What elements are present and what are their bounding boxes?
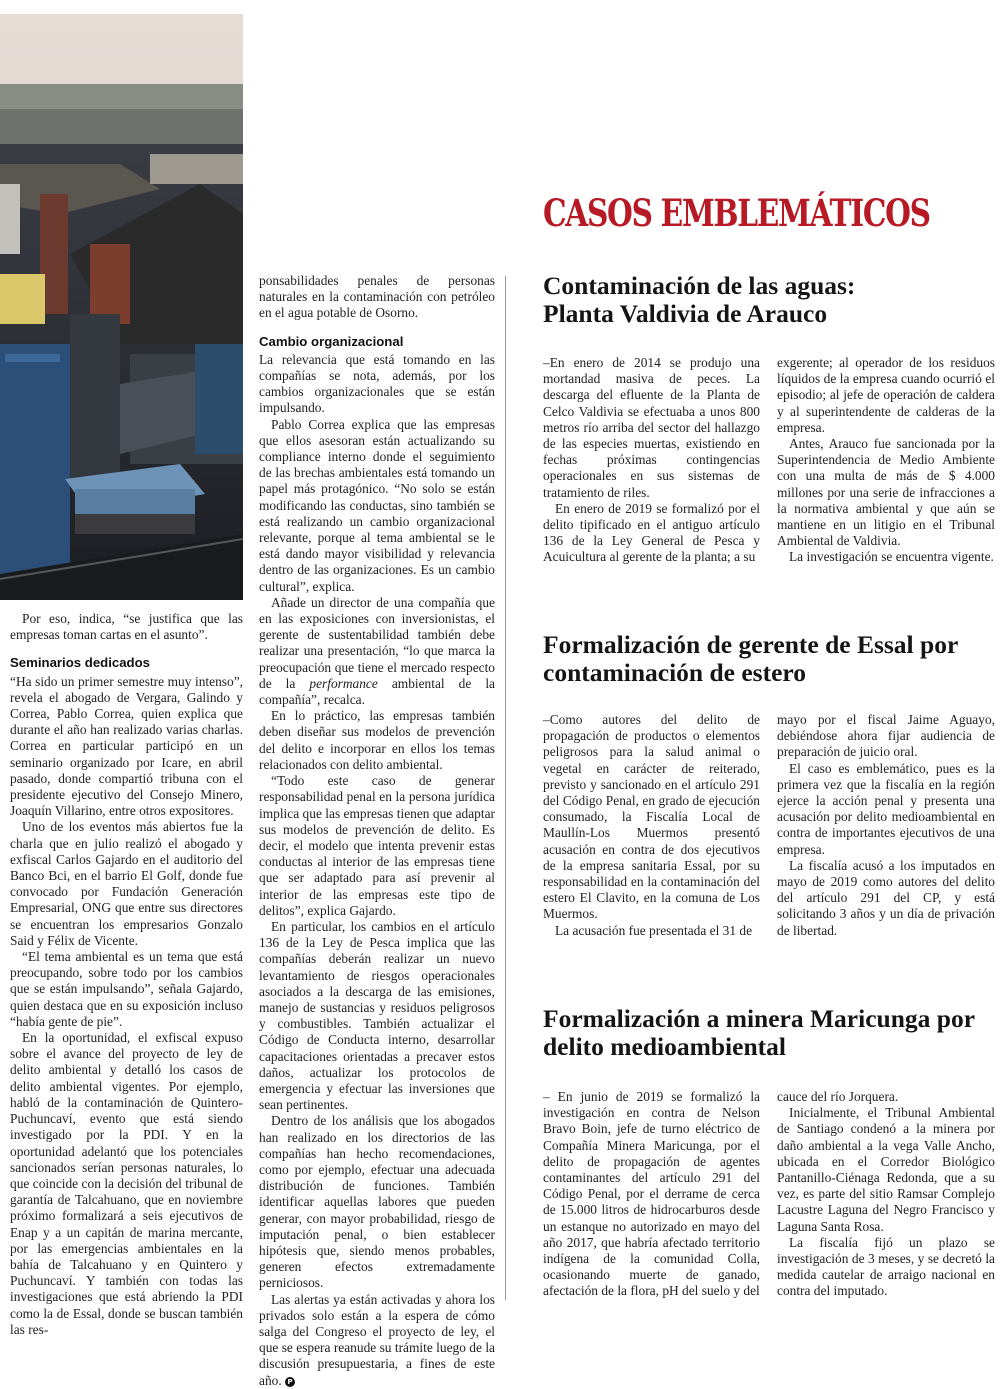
paragraph: Por eso, indica, “se justifica que las empresas toman cartas en el asunto”. (10, 611, 243, 643)
case-arauco-left-column (543, 355, 760, 566)
text-run: Añade un director de una compañía que en las exposiciones con inversionistas, el gerente de sustentabilidad también debe realizar una presentación, “lo que marca la preocupación que tiene el mercado respecto de la (259, 594, 495, 691)
column-divider (505, 276, 506, 1300)
end-mark-icon: P (285, 1377, 295, 1387)
article-column-2 (259, 273, 495, 1389)
paragraph: –En enero de 2014 se produjo una mortandad masiva de peces. La descarga del efluente de la Planta de Celco Valdivia se efectuaba a unos 800 metros río arriba del sector del hallazgo de las especies muertas, existiendo en fechas próximas contingencias operacionales en sus sistemas de tratamiento de riles. (543, 355, 760, 500)
paragraph: Antes, Arauco fue sancionada por la Superintendencia de Medio Ambiente con una multa de más de $ 4.000 millones por una serie de infracciones a la normativa ambiental y que aún se mantiene en un litigio en el Tribunal Ambiental de Valdivia. (777, 436, 995, 549)
paragraph: El caso es emblemático, pues es la primera vez que la fiscalía en la región ejerce la acción penal y presenta una acusación por delito medioambiental en contra de importantes ejecutivos de una empresa. (777, 760, 995, 857)
section-title: CASOS EMBLEMÁTICOS (543, 191, 930, 235)
paragraph: mayo por el fiscal Jaime Aguayo, debiéndose ahora fijar audiencia de preparación de juicio oral. (777, 712, 995, 760)
paragraph: “El tema ambiental es un tema que está preocupando, sobre todo por los cambios que se están impulsando”, señala Gajardo, quien destaca que en su exposición incluso “había gente de pie”. (10, 949, 243, 1029)
paragraph: exgerente; al operador de los residuos líquidos de la empresa cuando ocurrió el episodio; al jefe de operación de caldera y al superintendente de calderas de la empresa. (777, 355, 995, 435)
case-maricunga-right-column (777, 1089, 995, 1300)
industrial-plant-photo (0, 14, 243, 600)
case-essal-left-column (543, 712, 760, 939)
text-run-italic: performance (309, 675, 378, 691)
paragraph: La investigación se encuentra vigente. (789, 549, 994, 565)
case-essal-right-column (777, 712, 995, 939)
paragraph (259, 595, 495, 708)
paragraph: La fiscalía acusó a los imputados en mayo de 2019 como autores del delito del artículo 291 del CP, y está solicitando 3 años y un día de privación de libertad. (777, 857, 995, 938)
case-title-maricunga: Formalización a minera Maricunga por delito medioambiental (543, 1004, 975, 1061)
paragraph: Dentro de los análisis que los abogados han realizado en los directorios de las compañías han hecho recomendaciones, como por ejemplo, efectuar una adecuada distribución de funciones. También identificar aquellas labores que pueden generar, con mayor probabilidad, riesgo de imputación penal, o bien establecer hipótesis que, siendo menos probables, generen efectos extremadamente perniciosos. (259, 1113, 495, 1291)
paragraph: En particular, los cambios en el artículo 136 de la Ley de Pesca implica que las compañías deberán realizar un nuevo levantamiento de riesgos operacionales asociados a la descarga de las emisiones, manejo de sustancias y residuos peligrosos y combustibles. También actualizar el Código de Conducta interno, desarrollar capacitaciones orientadas a precaver estos daños, actualizar los protocolos de emergencia y efectuar las inversiones que sean pertinentes. (259, 918, 495, 1113)
paragraph: – En junio de 2019 se formalizó la investigación en contra de Nelson Bravo Boin, jefe de turno eléctrico de Compañía Minera Maricunga, por el delito de propagación de agentes contaminantes del artículo 291 del Código Penal, por el derrame de cerca de 15.000 litros de hidrocarburos desde un estanque no autorizado en mayo del año 2017, que habría afectado territorio indígena de la comunidad Colla, ocasionando muerte de ganado, afectación de la flora, pH del suelo y del (543, 1089, 760, 1299)
case-maricunga-left-column (543, 1089, 760, 1300)
paragraph: En lo práctico, las empresas también deben diseñar sus modelos de prevención del delito e incorporar en ellos los temas relacionados con delito ambiental. (259, 708, 495, 772)
paragraph: –Como autores del delito de propagación de productos o elementos peligrosos para la salud animal o vegetal en carácter de reiterado, previsto y sancionado en el artículo 291 del Código Penal, en grado de ejecución consumado, la Fiscalía Local de Maullín-Los Muermos presentó acusación en contra de dos ejecutivos de la empresa sanitaria Essal, por su responsabilidad en la contaminación del estero El Clavito, en la comuna de Los Muermos. (543, 712, 760, 922)
text-run: Las alertas ya están activadas y ahora los privados solo están a la espera de cómo salga del Congreso el proyecto de ley, el que se espera reanude su trámite luego de la discusión presupuestaria, a fines de este año. (259, 1291, 495, 1388)
paragraph (259, 1292, 495, 1389)
paragraph: Inicialmente, el Tribunal Ambiental de Santiago condenó a la minera por daño ambiental a la vega Valle Ancho, ubicada en el Corredor Biológico Pantanillo-Ciénaga Redonda, que a su vez, es parte del sitio Ramsar Complejo Lacustre Laguna del Negro Francisco y Laguna Santa Rosa. (777, 1105, 995, 1234)
paragraph: En enero de 2019 se formalizó por el delito tipificado en el antiguo artículo 136 de la Ley General de Pesca y Acuicultura al gerente de la planta; a su (543, 500, 760, 565)
paragraph: “Ha sido un primer semestre muy intenso”, revela el abogado de Vergara, Galindo y Correa, Pablo Correa, quien explica que durante el año han realizado varias charlas. Correa en particular participó en un seminario organizado por Icare, en abril pasado, donde compartió tribuna con el presidente ejecutivo del Consejo Minero, Joaquín Villarino, entre otros expositores. (10, 673, 243, 819)
subheading-seminarios: Seminarios dedicados (10, 655, 150, 671)
paragraph: En la oportunidad, el exfiscal expuso sobre el avance del proyecto de ley de delito ambiental y detalló los casos de delito ambiental vigentes. Por ejemplo, habló de la contaminación de Quintero-Puchuncaví, evento que está siendo investigado por la PDI. Y en la oportunidad adelantó que los potenciales sancionados serían personas naturales, lo que coincide con la decisión del tribunal de garantía de Talcahuano, que en noviembre próximo formalizará a seis ejecutivos de Enap y a un capitán de marina mercante, por las emergencias ambientales en la bahía de Talcahuano y en Quintero y Puchuncaví. Y también con todas las investigaciones que está abriendo la PDI como la de Essal, donde se buscan también las res- (10, 1030, 243, 1337)
case-arauco-right-column (777, 355, 995, 566)
paragraph: Uno de los eventos más abiertos fue la charla que en julio realizó el abogado y exfiscal Carlos Gajardo en el auditorio del Banco Bci, en el barrio El Golf, donde fue convocado por Fundación Generación Empresarial, ONG que entre sus directores se encuentran los empresarios Gonzalo Said y Félix de Vicente. (10, 819, 243, 948)
paragraph: Pablo Correa explica que las empresas que ellos asesoran están actualizando su compliance interno donde el seguimiento de las brechas ambientales está tomando un papel más protagónico. “No solo se están modificando las conductas, sino también se está realizando un cambio organizacional relevante, porque al tema ambiental se le está dando mayor visibilidad y relevancia dentro de las organizaciones. Es un cambio cultural”, explica. (259, 416, 495, 594)
paragraph: ponsabilidades penales de personas naturales en la contaminación con petróleo en el agua potable de Osorno. (259, 273, 495, 321)
paragraph: La fiscalía fijó un plazo se investigación de 3 meses, y se decretó la medida cautelar de arraigo nacional en contra del imputado. (777, 1234, 995, 1299)
text-run: ambiental de la compañía”, recalca. (259, 675, 495, 708)
paragraph: La acusación fue presentada el 31 de (555, 922, 753, 938)
paragraph: La relevancia que está tomando en las compañías se nota, además, por los cambios organizacionales que se están impulsando. (259, 351, 495, 416)
case-title-arauco: Contaminación de las aguas: Planta Valdivia de Arauco (543, 271, 856, 328)
case-title-essal: Formalización de gerente de Essal por contaminación de estero (543, 630, 958, 687)
subheading-cambio-organizacional: Cambio organizacional (259, 333, 404, 349)
paragraph: cauce del río Jorquera. (777, 1089, 899, 1104)
article-column-1 (10, 611, 243, 1338)
paragraph: “Todo este caso de generar responsabilidad penal en la persona jurídica implica que las empresas tienen que adaptar sus modelos de prevención de delito. Es decir, el modelo que intenta prevenir estas conductas al interior de las empresas tiene que ser adaptado para así prevenir al interior de las empresas este tipo de delitos”, explica Gajardo. (259, 773, 495, 918)
